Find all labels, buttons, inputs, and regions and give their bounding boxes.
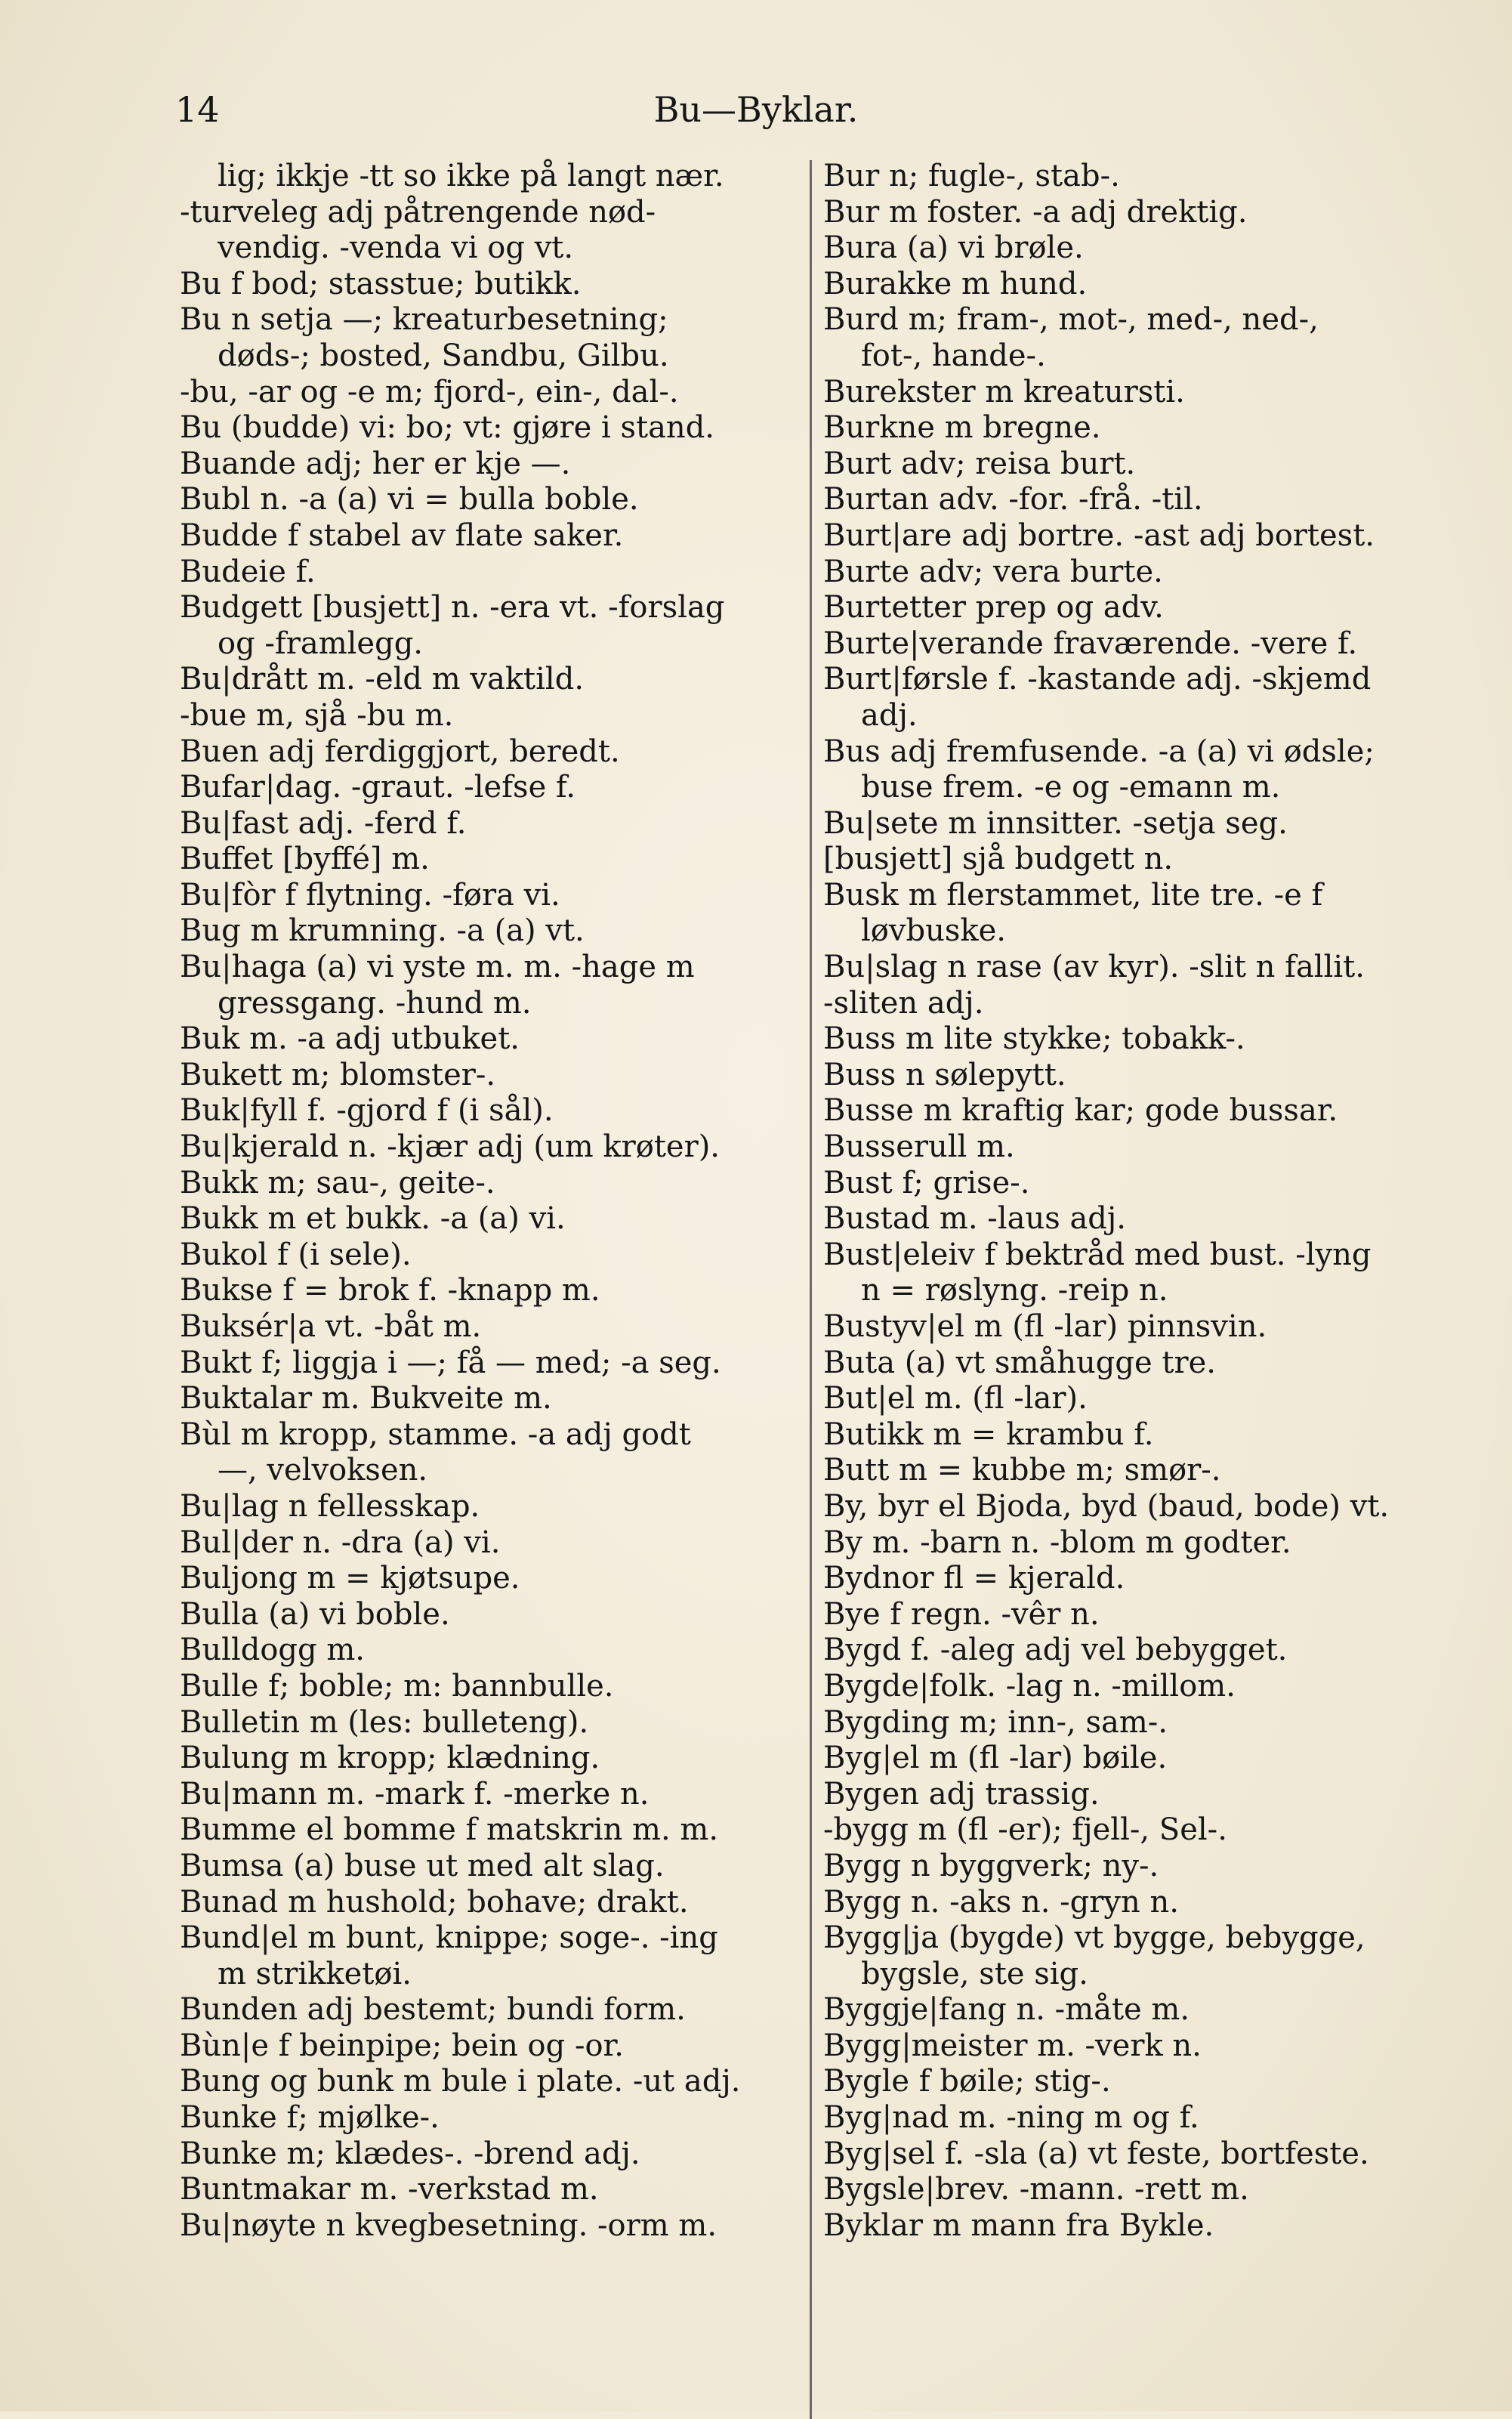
dictionary-line: Bur n; fugle-, stab-.	[823, 159, 1120, 193]
dictionary-line: Bye f regn. -vêr n.	[823, 1596, 1100, 1632]
dictionary-line: døds-; bosted, Sandbu, Gilbu.	[218, 338, 669, 373]
dictionary-line: Bufar|dag. -graut. -lefse f.	[180, 770, 576, 805]
dictionary-line: Bulung m kropp; klædning.	[180, 1741, 600, 1776]
dictionary-line: Budgett [busjett] n. -era vt. -forslag	[180, 590, 725, 626]
dictionary-line: Burkne m bregne.	[823, 410, 1101, 446]
dictionary-line: Bustad m. -laus adj.	[823, 1201, 1127, 1237]
dictionary-line: Bukol f (i sele).	[180, 1237, 412, 1272]
right-column	[823, 159, 1450, 2244]
left-column	[180, 159, 799, 2244]
dictionary-line: vendig. -venda vi og vt.	[218, 230, 574, 266]
dictionary-line: Bu|fast adj. -ferd f.	[180, 805, 467, 841]
dictionary-line: -bue m, sjå -bu m.	[180, 697, 454, 733]
running-head: Bu—Byklar.	[653, 89, 859, 130]
dictionary-line: Bygding m; inn-, sam-.	[823, 1704, 1168, 1740]
dictionary-line: Bura (a) vi brøle.	[823, 230, 1084, 266]
dictionary-line: Bygsle|brev. -mann. -rett m.	[823, 2172, 1249, 2207]
dictionary-line: Bulldogg m.	[180, 1633, 365, 1668]
dictionary-line: Buta (a) vt småhugge tre.	[823, 1345, 1216, 1380]
dictionary-line: Bung og bunk m bule i plate. -ut adj.	[180, 2064, 741, 2099]
dictionary-line: n = røslyng. -reip n.	[861, 1273, 1168, 1308]
dictionary-line: og -framlegg.	[218, 626, 424, 661]
dictionary-line: Burtetter prep og adv.	[823, 590, 1164, 626]
dictionary-line: [busjett] sjå budgett n.	[823, 842, 1174, 877]
dictionary-line: Buljong m = kjøtsupe.	[180, 1561, 520, 1596]
dictionary-line: Byklar m mann fra Bykle.	[823, 2207, 1214, 2243]
dictionary-line: Bu|haga (a) vi yste m. m. -hage m	[180, 950, 695, 985]
dictionary-line: -turveleg adj påtrengende nød-	[180, 194, 656, 230]
dictionary-line: Bu|slag n rase (av kyr). -slit n fallit.	[823, 950, 1365, 985]
dictionary-line: Buk m. -a adj utbuket.	[180, 1021, 520, 1057]
dictionary-line: m strikketøi.	[218, 1956, 412, 1991]
dictionary-line: Bùl m kropp, stamme. -a adj godt	[180, 1416, 691, 1452]
dictionary-line: Bu|mann m. -mark f. -merke n.	[180, 1776, 650, 1812]
dictionary-line: Bumsa (a) buse ut med alt slag.	[180, 1848, 665, 1883]
dictionary-line: Bulla (a) vi boble.	[180, 1596, 450, 1632]
dictionary-line: adj.	[861, 697, 918, 733]
dictionary-line: Bu f bod; stasstue; butikk.	[180, 266, 582, 301]
dictionary-line: lig; ikkje -tt so ikke på langt nær.	[218, 159, 724, 193]
dictionary-line: Bygg|ja (bygde) vt bygge, bebygge,	[823, 1920, 1365, 1956]
dictionary-line: Bu|kjerald n. -kjær adj (um krøter).	[180, 1129, 721, 1165]
dictionary-line: Burtan adv. -for. -frå. -til.	[823, 482, 1203, 517]
dictionary-line: Bygg|meister m. -verk n.	[823, 2028, 1202, 2063]
dictionary-line: Bu|fòr f flytning. -føra vi.	[180, 877, 560, 913]
dictionary-line: Burakke m hund.	[823, 266, 1088, 301]
dictionary-line: Bygd f. -aleg adj vel bebygget.	[823, 1633, 1288, 1668]
dictionary-line: Bust f; grise-.	[823, 1165, 1030, 1200]
dictionary-line: Busk m flerstammet, lite tre. -e f	[823, 877, 1323, 913]
dictionary-line: løvbuske.	[861, 913, 1006, 949]
dictionary-line: Byg|el m (fl -lar) bøile.	[823, 1741, 1168, 1776]
dictionary-line: Bukk m; sau-, geite-.	[180, 1165, 495, 1200]
dictionary-line: Buktalar m. Bukveite m.	[180, 1381, 552, 1416]
dictionary-line: Buntmakar m. -verkstad m.	[180, 2172, 599, 2207]
dictionary-line: Bustyv|el m (fl -lar) pinnsvin.	[823, 1309, 1267, 1344]
dictionary-line: Buss m lite stykke; tobakk-.	[823, 1021, 1245, 1057]
dictionary-line: buse frem. -e og -emann m.	[861, 770, 1281, 805]
dictionary-line: Burt adv; reisa burt.	[823, 446, 1136, 481]
dictionary-line: Butikk m = krambu f.	[823, 1416, 1154, 1452]
dictionary-line: Bùn|e f beinpipe; bein og -or.	[180, 2028, 624, 2063]
dictionary-line: bygsle, ste sig.	[861, 1956, 1088, 1991]
dictionary-line: Bul|der n. -dra (a) vi.	[180, 1525, 501, 1560]
dictionary-line: Buksér|a vt. -båt m.	[180, 1309, 482, 1344]
dictionary-line: Byg|sel f. -sla (a) vt feste, bortfeste.	[823, 2136, 1369, 2171]
dictionary-line: Bus adj fremfusende. -a (a) vi ødsle;	[823, 734, 1375, 769]
dictionary-line: Bygle f bøile; stig-.	[823, 2064, 1111, 2099]
dictionary-line: Bulle f; boble; m: bannbulle.	[180, 1668, 614, 1704]
dictionary-line: Bumme el bomme f matskrin m. m.	[180, 1812, 719, 1848]
dictionary-line: Bydnor fl = kjerald.	[823, 1561, 1125, 1596]
dictionary-line: Bund|el m bunt, knippe; soge-. -ing	[180, 1920, 718, 1956]
dictionary-line: —, velvoksen.	[218, 1453, 428, 1488]
dictionary-line: Bu|nøyte n kvegbesetning. -orm m.	[180, 2207, 717, 2243]
dictionary-line: Burte|verande fraværende. -vere f.	[823, 626, 1358, 661]
dictionary-line: Buen adj ferdiggjort, beredt.	[180, 734, 620, 769]
dictionary-line: Bygen adj trassig.	[823, 1776, 1100, 1812]
dictionary-line: Bu|sete m innsitter. -setja seg.	[823, 805, 1288, 841]
dictionary-line: Bu (budde) vi: bo; vt: gjøre i stand.	[180, 410, 715, 446]
dictionary-line: Busserull m.	[823, 1129, 1015, 1165]
dictionary-line: Burt|are adj bortre. -ast adj bortest.	[823, 517, 1375, 553]
dictionary-line: Bulletin m (les: bulleteng).	[180, 1704, 589, 1740]
dictionary-line: Bur m foster. -a adj drektig.	[823, 194, 1248, 230]
dictionary-line: Bukt f; liggja i —; få — med; -a seg.	[180, 1345, 721, 1380]
dictionary-line: Bukk m et bukk. -a (a) vi.	[180, 1201, 566, 1237]
dictionary-line: Bu|lag n fellesskap.	[180, 1488, 480, 1524]
dictionary-line: Bygg n. -aks n. -gryn n.	[823, 1884, 1179, 1920]
dictionary-line: -sliten adj.	[823, 985, 984, 1021]
dictionary-line: Butt m = kubbe m; smør-.	[823, 1453, 1221, 1488]
dictionary-line: -bu, -ar og -e m; fjord-, ein-, dal-.	[180, 374, 679, 409]
dictionary-line: Bunad m hushold; bohave; drakt.	[180, 1884, 689, 1920]
dictionary-line: Byggje|fang n. -måte m.	[823, 1992, 1190, 2028]
dictionary-line: Buss n sølepytt.	[823, 1057, 1066, 1092]
dictionary-line: Bukse f = brok f. -knapp m.	[180, 1273, 600, 1308]
dictionary-line: fot-, hande-.	[861, 338, 1046, 373]
dictionary-line: Budeie f.	[180, 554, 316, 589]
dictionary-line: Bu|drått m. -eld m vaktild.	[180, 662, 585, 697]
dictionary-line: By m. -barn n. -blom m godter.	[823, 1525, 1291, 1560]
dictionary-line: Burd m; fram-, mot-, med-, ned-,	[823, 302, 1319, 338]
dictionary-line: Burte adv; vera burte.	[823, 554, 1163, 589]
dictionary-line: Busse m kraftig kar; gode bussar.	[823, 1093, 1338, 1129]
dictionary-line: But|el m. (fl -lar).	[823, 1381, 1088, 1416]
dictionary-line: By, byr el Bjoda, byd (baud, bode) vt.	[823, 1488, 1390, 1524]
dictionary-line: Byg|nad m. -ning m og f.	[823, 2100, 1199, 2136]
dictionary-line: Bunden adj bestemt; bundi form.	[180, 1992, 686, 2028]
dictionary-line: Budde f stabel av flate saker.	[180, 517, 624, 553]
dictionary-line: gressgang. -hund m.	[218, 985, 532, 1021]
dictionary-line: Bu n setja —; kreaturbesetning;	[180, 302, 668, 338]
dictionary-line: Bunke m; klædes-. -brend adj.	[180, 2136, 640, 2171]
dictionary-line: Bunke f; mjølke-.	[180, 2100, 440, 2136]
dictionary-line: Bust|eleiv f bektråd med bust. -lyng	[823, 1237, 1372, 1272]
column-divider	[810, 160, 812, 2419]
dictionary-line: Bukett m; blomster-.	[180, 1057, 496, 1092]
dictionary-line: Buande adj; her er kje —.	[180, 446, 571, 481]
dictionary-line: -bygg m (fl -er); fjell-, Sel-.	[823, 1812, 1227, 1848]
dictionary-line: Buk|fyll f. -gjord f (i sål).	[180, 1093, 554, 1129]
dictionary-line: Buffet [byffé] m.	[180, 842, 430, 877]
page-number: 14	[175, 89, 220, 130]
dictionary-line: Burt|førsle f. -kastande adj. -skjemd	[823, 662, 1372, 697]
dictionary-line: Bug m krumning. -a (a) vt.	[180, 913, 585, 949]
dictionary-line: Bygg n byggverk; ny-.	[823, 1848, 1159, 1883]
dictionary-line: Burekster m kreatursti.	[823, 374, 1185, 409]
dictionary-line: Bygde|folk. -lag n. -millom.	[823, 1668, 1236, 1704]
dictionary-line: Bubl n. -a (a) vi = bulla boble.	[180, 482, 639, 517]
